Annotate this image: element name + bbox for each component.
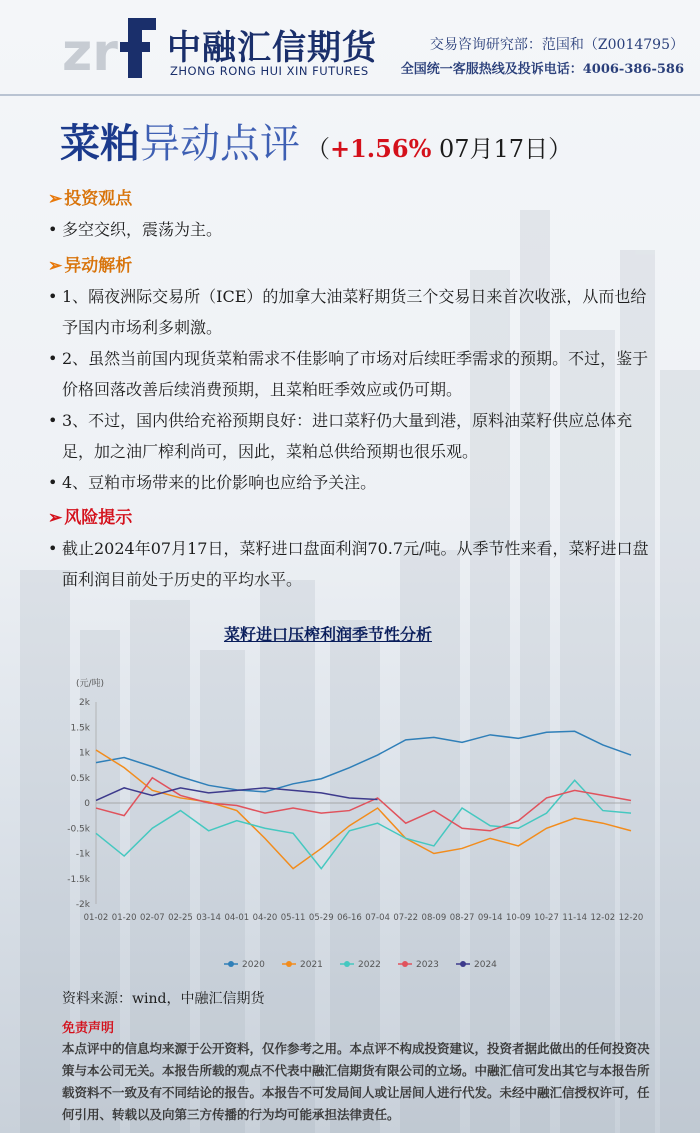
- x-tick-label: 04-20: [252, 913, 278, 923]
- section-analysis-heading: ➢ 异动解析: [48, 256, 133, 276]
- company-logo-mark: [62, 12, 162, 78]
- title-change: +1.56%: [330, 134, 432, 163]
- x-tick-label: 05-11: [280, 913, 306, 923]
- chevron-right-icon: ➢: [48, 508, 63, 528]
- title-product: 菜粕: [60, 121, 140, 167]
- data-source: 资料来源：wind，中融汇信期货: [62, 991, 265, 1007]
- legend-marker-2023: [402, 961, 408, 967]
- company-name-cn: 中融汇信期货: [167, 28, 377, 68]
- chevron-right-icon: ➢: [48, 256, 63, 276]
- x-tick-label: 02-07: [139, 913, 165, 923]
- x-tick-label: 05-29: [308, 913, 334, 923]
- report-title: [60, 112, 572, 169]
- y-tick-label: -1k: [75, 849, 90, 860]
- section-view-heading: ➢ 投资观点: [48, 189, 133, 209]
- x-tick-label: 01-20: [111, 913, 137, 923]
- x-tick-label: 07-04: [365, 913, 390, 923]
- title-open-paren: （: [306, 135, 330, 163]
- analyst-contact: 交易咨询研究部：范国和（Z0014795）: [429, 37, 684, 53]
- x-tick-label: 08-09: [421, 913, 447, 923]
- view-list: [48, 214, 660, 245]
- x-tick-label: 01-02: [83, 913, 109, 923]
- legend-label-2020: 2020: [242, 960, 265, 970]
- legend-label-2024: 2024: [474, 960, 497, 970]
- list-item: • 2、虽然当前国内现货菜粕需求不佳影响了市场对后续旺季需求的预期。不过，鉴于价格回落改善后续消费预期，且菜粕旺季效应或仍可期。: [48, 343, 660, 405]
- title-date: 07月17日）: [431, 135, 573, 163]
- legend-marker-2024: [460, 961, 466, 967]
- page-header: [0, 0, 700, 92]
- seasonal-profit-chart: [56, 668, 646, 980]
- svg-text:zr: zr: [62, 23, 118, 78]
- series-line-2020: [96, 731, 631, 792]
- x-tick-label: 03-14: [196, 913, 221, 923]
- list-item: • 3、不过，国内供给充裕预期良好：进口菜籽仍大量到港，原料油菜籽供应总体充足，加之油厂榨利尚可，因此，菜粕总供给预期也很乐观。: [48, 405, 660, 467]
- x-tick-label: 08-27: [449, 913, 475, 923]
- list-item: • 截止2024年07月17日，菜籽进口盘面利润70.7元/吨。从季节性来看，菜籽进口盘面利润目前处于历史的平均水平。: [48, 533, 660, 595]
- company-name-en: ZHONG RONG HUI XIN FUTURES: [170, 64, 369, 78]
- legend-label-2023: 2023: [416, 960, 439, 970]
- legend-marker-2020: [228, 961, 234, 967]
- x-tick-label: 02-25: [168, 913, 193, 923]
- x-tick-label: 12-02: [590, 913, 616, 923]
- y-tick-label: 2k: [79, 698, 90, 708]
- x-tick-label: 11-14: [562, 913, 588, 923]
- risk-list: [48, 533, 660, 595]
- series-line-2023: [96, 778, 631, 831]
- x-tick-label: 04-01: [224, 913, 250, 923]
- chevron-right-icon: ➢: [48, 189, 63, 209]
- section-risk-heading: ➢ 风险提示: [48, 508, 133, 528]
- y-tick-label: 0: [84, 799, 90, 809]
- y-tick-label: -1.5k: [67, 874, 90, 885]
- legend-marker-2022: [344, 961, 350, 967]
- chart-title: 菜籽进口压榨利润季节性分析: [223, 625, 432, 644]
- disclaimer-body: 本点评中的信息均来源于公开资料，仅作参考之用。本点评不构成投资建议，投资者据此做出的任何投资决策与本公司无关。本报告所载的观点不代表中融汇信期货有限公司的立场。中融汇信可发出其它与本报告所载资料不一致及有不同结论的报告。本报告不可发局间人或让居间人进行代发。未经中融汇信授权许可，任何引用、转载以及向第三方传播的行为均可能承担法律责任。: [62, 1041, 650, 1122]
- y-tick-label: 1k: [79, 748, 90, 759]
- series-line-2024: [96, 788, 378, 801]
- x-tick-label: 09-14: [477, 913, 503, 923]
- y-tick-label: -2k: [75, 900, 90, 910]
- y-tick-label: -0.5k: [67, 824, 90, 835]
- title-type: 异动点评: [140, 121, 300, 167]
- x-tick-label: 07-22: [393, 913, 419, 923]
- y-tick-label: 0.5k: [70, 773, 90, 784]
- x-tick-label: 06-16: [337, 913, 362, 923]
- legend-marker-2021: [286, 961, 292, 967]
- x-tick-label: 10-09: [506, 913, 531, 923]
- header-divider: [0, 94, 700, 96]
- legend-label-2021: 2021: [300, 960, 323, 970]
- legend-label-2022: 2022: [358, 960, 381, 970]
- y-axis-label: (元/吨): [76, 679, 105, 689]
- hotline-contact: 全国统一客服热线及投诉电话：4006-386-586: [400, 62, 684, 77]
- list-item: • 多空交织，震荡为主。: [48, 214, 660, 245]
- x-tick-label: 12-20: [618, 913, 644, 923]
- y-tick-label: 1.5k: [70, 723, 90, 734]
- disclaimer-title: 免责声明: [62, 1021, 115, 1036]
- list-item: • 1、隔夜洲际交易所（ICE）的加拿大油菜籽期货三个交易日来首次收涨，从而也给予国内市场利多刺激。: [48, 281, 660, 343]
- x-tick-label: 10-27: [534, 913, 559, 923]
- analysis-list: [48, 281, 660, 498]
- list-item: • 4、豆粕市场带来的比价影响也应给予关注。: [48, 467, 660, 498]
